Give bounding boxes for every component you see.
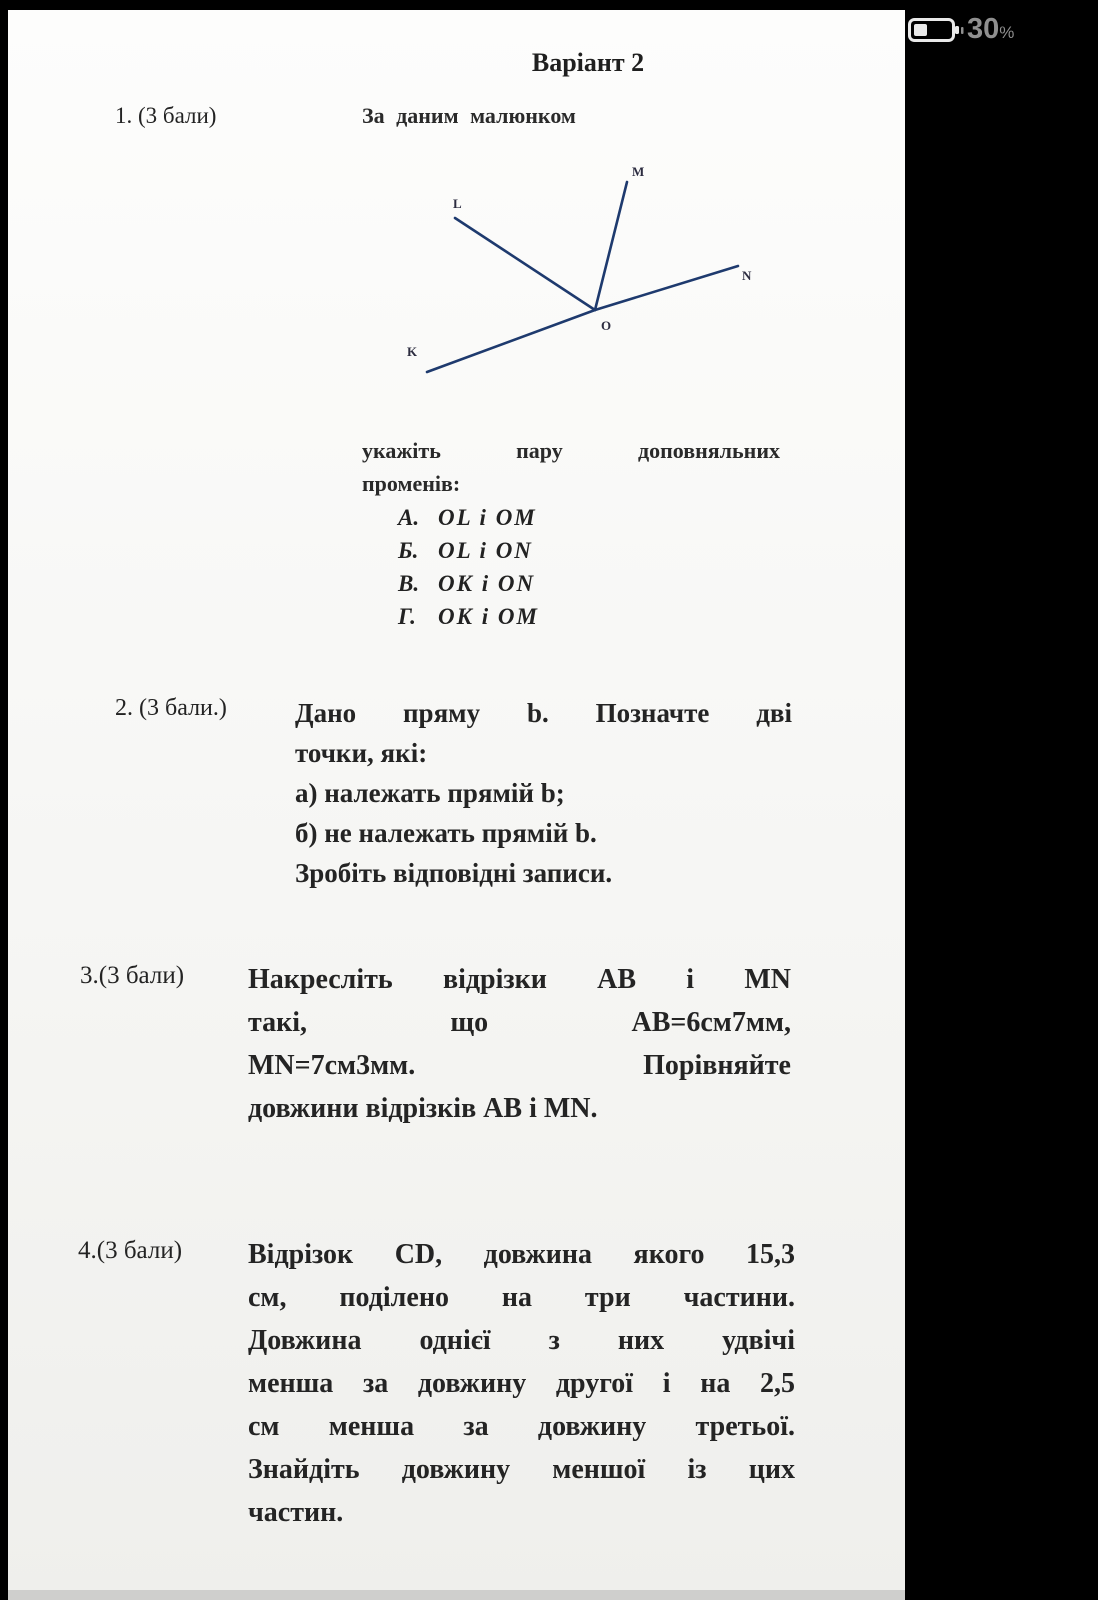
- problem-3-text: [248, 958, 791, 1130]
- point-label-n: N: [742, 268, 752, 283]
- document-page: [8, 10, 905, 1600]
- problem-1-label: 1. (3 бали): [115, 103, 217, 128]
- problem-4-line: частин.: [248, 1497, 344, 1528]
- problem-3-line: довжини відрізків AB і MN.: [248, 1093, 598, 1124]
- problem-4-line: см менша за довжину третьої.: [248, 1411, 795, 1442]
- point-label-m: M: [632, 164, 645, 179]
- problem-4-line: Довжина однієї з них удвічі: [248, 1325, 795, 1356]
- problem-2-line: точки, які:: [295, 738, 428, 768]
- option-g-letter: Г.: [398, 604, 416, 629]
- option-b-letter: Б.: [398, 538, 419, 563]
- problem-3-line: такі, що AB=6см7мм,: [248, 1007, 791, 1038]
- problem-1-question-line-2: променів:: [362, 471, 461, 496]
- option-a-text: OL і OM: [438, 505, 537, 530]
- page-bottom-edge: [8, 1590, 905, 1600]
- point-label-k: K: [407, 344, 418, 359]
- problem-2-line: б) не належать прямій b.: [295, 818, 597, 848]
- problem-2-line: Зробіть відповідні записи.: [295, 858, 613, 888]
- problem-4-line: Знайдіть довжину меншої із цих: [248, 1454, 795, 1485]
- option-a: [398, 505, 539, 538]
- option-g-text: OK і OM: [438, 604, 539, 629]
- option-v-text: OK і ON: [438, 571, 536, 596]
- problem-2-label: 2. (3 бали.): [115, 695, 227, 721]
- point-label-o: O: [601, 318, 612, 333]
- option-b: [398, 538, 539, 571]
- problem-4-line: менша за довжину другої і на 2,5: [248, 1368, 795, 1399]
- option-b-text: OL і ON: [438, 538, 533, 563]
- ray-ok-line: [427, 310, 595, 372]
- ray-on-line: [595, 266, 738, 310]
- problem-3-label: 3.(3 бали): [80, 962, 185, 989]
- problem-3-line: MN=7см3мм. Порівняйте: [248, 1050, 791, 1081]
- problem-4-line: см, поділено на три частини.: [248, 1282, 795, 1313]
- status-bar: [905, 0, 1098, 60]
- problem-2-line: а) належать прямій b;: [295, 778, 565, 808]
- option-v-letter: В.: [398, 571, 420, 596]
- option-g: [398, 604, 539, 637]
- ray-ol-line: [455, 218, 595, 310]
- problem-1-question-line-1: укажіть пару доповняльних: [362, 438, 780, 463]
- option-v: [398, 571, 539, 604]
- problem-4-label: 4.(3 бали): [78, 1237, 183, 1264]
- problem-2-text: [295, 693, 792, 893]
- battery-percent: [967, 13, 1014, 46]
- problem-1-options: [398, 505, 539, 637]
- problem-4-text: [248, 1233, 795, 1534]
- battery-percent-sign: %: [999, 23, 1015, 42]
- battery-low-icon: [908, 16, 964, 44]
- option-a-letter: А.: [398, 505, 420, 530]
- battery-percent-value: 30: [967, 13, 1000, 45]
- page-title: Варіант 2: [531, 48, 645, 77]
- problem-3-line: Накресліть відрізки AB і MN: [248, 964, 791, 995]
- problem-4-line: Відрізок CD, довжина якого 15,3: [248, 1239, 795, 1270]
- problem-1-intro: За даним малюнком: [362, 103, 576, 128]
- rays-figure: [395, 160, 765, 390]
- problem-2-line: Дано пряму b. Позначте дві: [295, 698, 792, 728]
- point-label-l: L: [453, 196, 462, 211]
- ray-om-line: [595, 182, 627, 310]
